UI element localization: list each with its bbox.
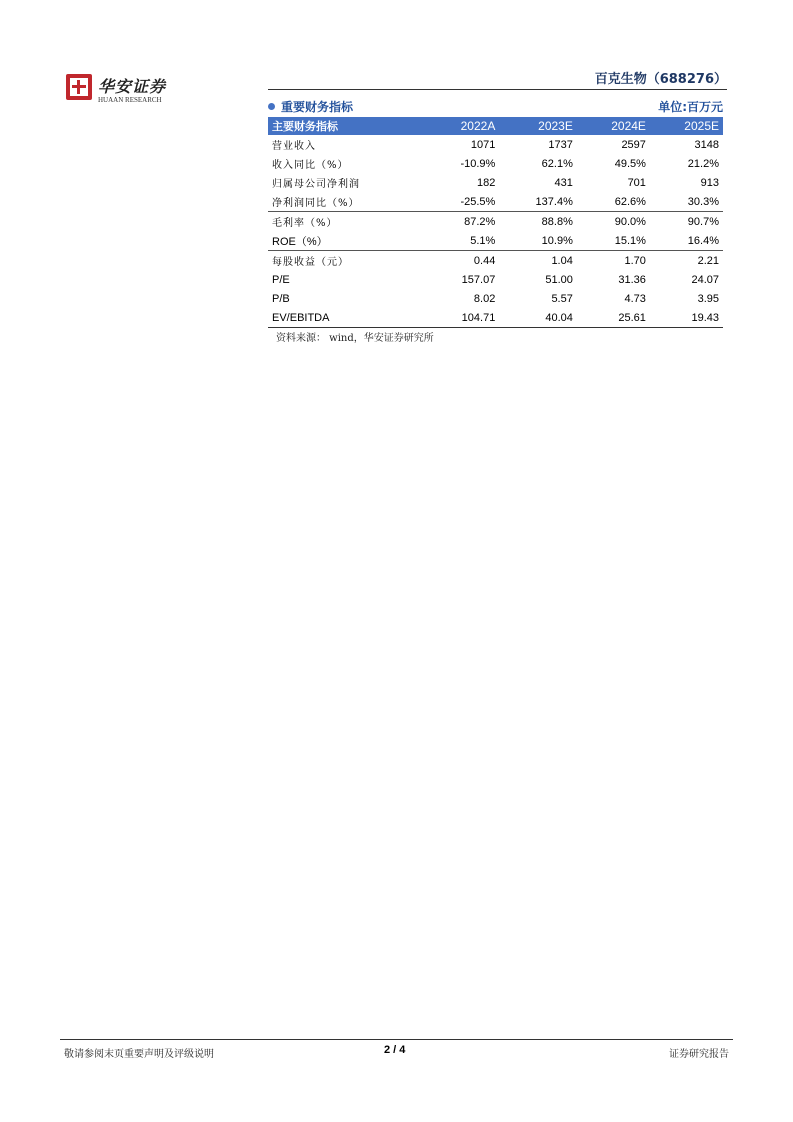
column-header: 主要财务指标 xyxy=(268,117,426,135)
section-title xyxy=(268,98,353,115)
table-cell: 0.44 xyxy=(426,251,499,271)
table-cell: 40.04 xyxy=(499,308,577,328)
table-cell: 701 xyxy=(627,176,646,189)
table-row xyxy=(268,212,723,232)
row-label: P/B xyxy=(272,292,290,305)
header-divider xyxy=(268,89,727,90)
table-cell: 62.6% xyxy=(614,195,646,208)
table-cell: -25.5% xyxy=(460,195,496,208)
table-cell: 2.21 xyxy=(650,251,723,271)
financial-indicators-table xyxy=(268,117,723,328)
row-label: 毛利率（%） xyxy=(268,212,426,232)
table-cell: 30.3% xyxy=(687,195,719,208)
bullet-dot-icon xyxy=(268,103,275,110)
table-row xyxy=(268,289,723,308)
row-label: EV/EBITDA xyxy=(268,308,426,328)
huaan-logo-icon xyxy=(66,74,92,100)
footer-divider xyxy=(60,1039,733,1040)
table-cell: 1.70 xyxy=(577,251,650,271)
table-cell: 2597 xyxy=(621,138,646,151)
row-label: P/E xyxy=(272,273,290,286)
table-cell: 3148 xyxy=(694,138,719,151)
logo-text: 华安证券 xyxy=(98,77,167,96)
table-cell: 49.5% xyxy=(614,157,646,170)
section-title-text: 重要财务指标 xyxy=(281,100,354,114)
table-cell: 431 xyxy=(554,176,573,189)
table-row xyxy=(268,154,723,173)
table-cell: 10.9% xyxy=(541,234,573,247)
table-cell: 3.95 xyxy=(697,292,719,305)
table-cell: 157.07 xyxy=(461,273,496,286)
table-row xyxy=(268,251,723,271)
table-row xyxy=(268,270,723,289)
row-label: 归属母公司净利润 xyxy=(272,179,360,190)
table-cell: 15.1% xyxy=(614,234,646,247)
table-cell: 19.43 xyxy=(650,308,723,328)
row-label: 营业收入 xyxy=(272,141,316,152)
table-cell: 5.1% xyxy=(470,234,496,247)
table-cell: 25.61 xyxy=(577,308,650,328)
report-type: 证券研究报告 xyxy=(669,1049,729,1060)
row-label: 收入同比（%） xyxy=(272,160,349,171)
table-cell: 1.04 xyxy=(499,251,577,271)
table-cell: 4.73 xyxy=(624,292,646,305)
disclaimer-note: 敬请参阅末页重要声明及评级说明 xyxy=(64,1049,214,1060)
table-header-row xyxy=(268,117,723,135)
table-cell: 104.71 xyxy=(426,308,499,328)
table-row xyxy=(268,308,723,328)
row-label: 净利润同比（%） xyxy=(272,198,360,209)
table-cell: 913 xyxy=(700,176,719,189)
table-row xyxy=(268,135,723,154)
row-label: ROE（%） xyxy=(272,235,328,248)
table-cell: 24.07 xyxy=(691,273,719,286)
table-cell: 137.4% xyxy=(535,195,573,208)
table-cell: 21.2% xyxy=(687,157,719,170)
table-cell: 1071 xyxy=(470,138,496,151)
table-cell: 16.4% xyxy=(687,234,719,247)
section-header xyxy=(268,98,723,116)
table-cell: 5.57 xyxy=(551,292,573,305)
table-cell: 90.7% xyxy=(650,212,723,232)
table-row xyxy=(268,192,723,212)
table-cell: -10.9% xyxy=(460,157,496,170)
table-cell: 182 xyxy=(476,176,496,189)
table-cell: 62.1% xyxy=(541,157,573,170)
table-row xyxy=(268,173,723,192)
column-header: 2022A xyxy=(426,117,499,135)
data-source-note: 资料来源： wind，华安证券研究所 xyxy=(276,333,434,344)
column-header: 2023E xyxy=(499,117,577,135)
table-cell: 31.36 xyxy=(618,273,646,286)
table-cell: 1737 xyxy=(548,138,573,151)
table-cell: 90.0% xyxy=(577,212,650,232)
unit-label: 单位:百万元 xyxy=(658,100,723,114)
table-row xyxy=(268,231,723,251)
column-header: 2024E xyxy=(577,117,650,135)
table-cell: 87.2% xyxy=(426,212,499,232)
table-cell: 51.00 xyxy=(545,273,573,286)
company-title: 百克生物（688276） xyxy=(594,72,727,87)
column-header: 2025E xyxy=(650,117,723,135)
table-cell: 88.8% xyxy=(499,212,577,232)
logo-subtitle: HUAAN RESEARCH xyxy=(98,96,162,104)
row-label: 每股收益（元） xyxy=(268,251,426,271)
table-cell: 8.02 xyxy=(473,292,496,305)
page-number: 2 / 4 xyxy=(384,1044,406,1056)
